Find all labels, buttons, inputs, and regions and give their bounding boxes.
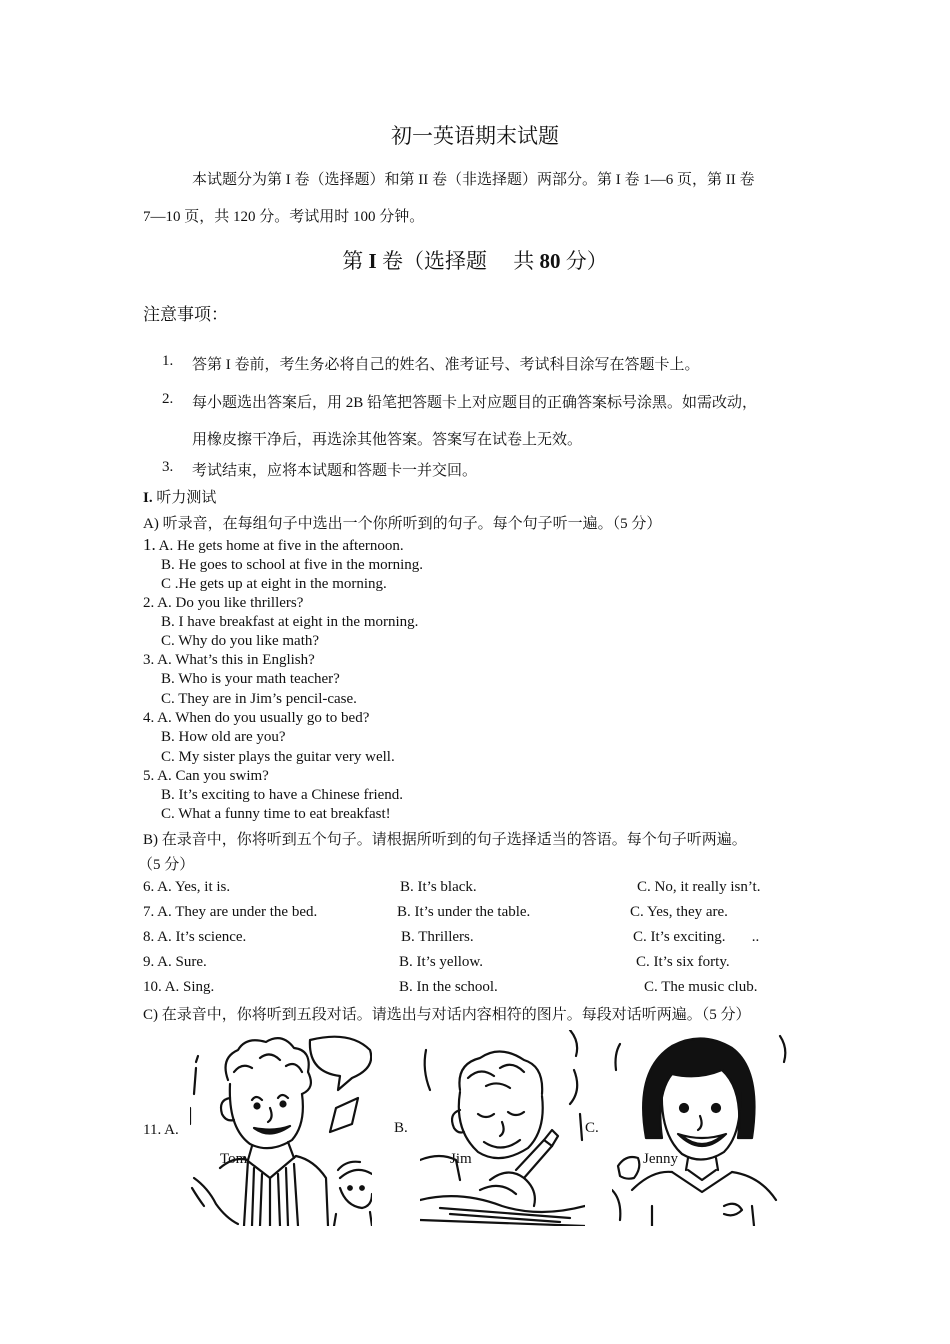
option-a: 7. A. They are under the bed. bbox=[143, 904, 318, 920]
option-c-label: C. bbox=[585, 1120, 599, 1136]
question-a-line bbox=[143, 595, 303, 612]
question-a-line bbox=[143, 652, 315, 669]
intro-line-1: 本试题分为第 I 卷（选择题）和第 II 卷（非选择题）两部分。第 I 卷 1—6 页，第 II 卷 bbox=[192, 172, 755, 188]
notice-item-text: 用橡皮擦干净后，再选涂其他答案。答案写在试卷上无效。 bbox=[192, 432, 583, 448]
option-c: C .He gets up at eight in the morning. bbox=[161, 576, 387, 592]
question-a-line bbox=[143, 768, 269, 785]
question-number: 2. bbox=[143, 595, 155, 611]
option-c: C. Why do you like math? bbox=[161, 633, 320, 649]
notice-item-text: 考试结束，应将本试题和答题卡一并交回。 bbox=[192, 463, 478, 479]
part-title-roman: I bbox=[368, 249, 377, 273]
option-b: B. It’s under the table. bbox=[397, 904, 531, 920]
name-label-jim: Jim bbox=[450, 1151, 472, 1167]
option-b: B. It’s exciting to have a Chinese friend. bbox=[161, 787, 404, 803]
option-b: B. I have breakfast at eight in the morning. bbox=[161, 614, 419, 630]
option-a: A. Do you like thrillers? bbox=[154, 595, 304, 611]
question-a-line bbox=[143, 710, 369, 727]
part-title-prefix: 第 bbox=[342, 249, 369, 273]
option-b: B. In the school. bbox=[399, 979, 498, 995]
option-a: A. What’s this in English? bbox=[154, 652, 315, 668]
intro-line-2: 7—10 页，共 120 分。考试用时 100 分钟。 bbox=[143, 209, 425, 225]
option-c: C. It’s exciting. .. bbox=[633, 929, 760, 945]
question-number: 1. bbox=[143, 535, 156, 554]
option-b: B. How old are you? bbox=[161, 729, 286, 745]
listening-title: 听力测试 bbox=[156, 490, 217, 506]
name-label-jenny: Jenny bbox=[643, 1151, 678, 1167]
part-title-mid: 卷（选择题 共 bbox=[376, 249, 540, 273]
listening-roman: I. bbox=[143, 490, 153, 506]
question-number: 5. bbox=[143, 768, 155, 784]
girl-smiling-illustration bbox=[612, 1030, 788, 1226]
question-11-label: 11. A. bbox=[143, 1122, 179, 1138]
option-b: B. Thrillers. bbox=[401, 929, 474, 945]
option-b: B. Who is your math teacher? bbox=[161, 671, 340, 687]
option-c: C. They are in Jim’s pencil-case. bbox=[161, 691, 357, 707]
option-a: A. He gets home at five in the afternoon. bbox=[155, 538, 404, 554]
option-a: 8. A. It’s science. bbox=[143, 929, 247, 945]
part-title-score: 80 bbox=[539, 249, 561, 273]
picture-tom bbox=[190, 1028, 372, 1226]
option-b: B. It’s yellow. bbox=[399, 954, 484, 970]
section-b-instruction: B) 在录音中，你将听到五个句子。请根据所听到的句子选择适当的答语。每个句子听两遍。 bbox=[143, 832, 747, 848]
option-a: 6. A. Yes, it is. bbox=[143, 879, 231, 895]
question-number: 3. bbox=[143, 652, 155, 668]
notice-item-num: 2. bbox=[162, 391, 174, 407]
option-c: C. What a funny time to eat breakfast! bbox=[161, 806, 391, 822]
section-b-score: （5 分） bbox=[138, 857, 195, 873]
boy-with-speech-bubble-illustration bbox=[190, 1028, 372, 1226]
notice-heading: 注意事项： bbox=[143, 305, 228, 324]
option-a: A. Can you swim? bbox=[154, 768, 269, 784]
part-title bbox=[0, 245, 950, 275]
option-c: C. My sister plays the guitar very well. bbox=[161, 749, 395, 765]
option-a: A. When do you usually go to bed? bbox=[154, 710, 370, 726]
notice-item-num: 3. bbox=[162, 459, 174, 475]
picture-jim bbox=[420, 1030, 585, 1226]
option-a: 10. A. Sing. bbox=[143, 979, 215, 995]
option-b: B. He goes to school at five in the morning. bbox=[161, 557, 424, 573]
question-number: 4. bbox=[143, 710, 155, 726]
option-c: C. The music club. bbox=[644, 979, 758, 995]
section-a-instruction: A) 听录音，在每组句子中选出一个你所听到的句子。每个句子听一遍。（5 分） bbox=[143, 516, 662, 532]
exam-title: 初一英语期末试题 bbox=[391, 124, 559, 148]
name-label-tom: Tom bbox=[220, 1151, 248, 1167]
notice-item-text: 答第 I 卷前，考生务必将自己的姓名、准考证号、考试科目涂写在答题卡上。 bbox=[192, 357, 700, 373]
notice-item-num: 1. bbox=[162, 353, 174, 369]
option-c: C. It’s six forty. bbox=[636, 954, 730, 970]
option-b-label: B. bbox=[394, 1120, 408, 1136]
picture-jenny bbox=[612, 1030, 788, 1226]
option-b: B. It’s black. bbox=[400, 879, 477, 895]
question-a-line bbox=[143, 535, 404, 555]
section-c-instruction: C) 在录音中，你将听到五段对话。请选出与对话内容相符的图片。每段对话听两遍。（5 分） bbox=[143, 1007, 751, 1023]
part-title-suffix: 分） bbox=[560, 249, 608, 273]
option-a: 9. A. Sure. bbox=[143, 954, 207, 970]
option-c: C. No, it really isn’t. bbox=[637, 879, 761, 895]
listening-heading bbox=[143, 486, 216, 507]
boy-writing-illustration bbox=[420, 1030, 585, 1226]
notice-item-text: 每小题选出答案后，用 2B 铅笔把答题卡上对应题目的正确答案标号涂黑。如需改动， bbox=[192, 395, 758, 411]
option-c: C. Yes, they are. bbox=[630, 904, 728, 920]
